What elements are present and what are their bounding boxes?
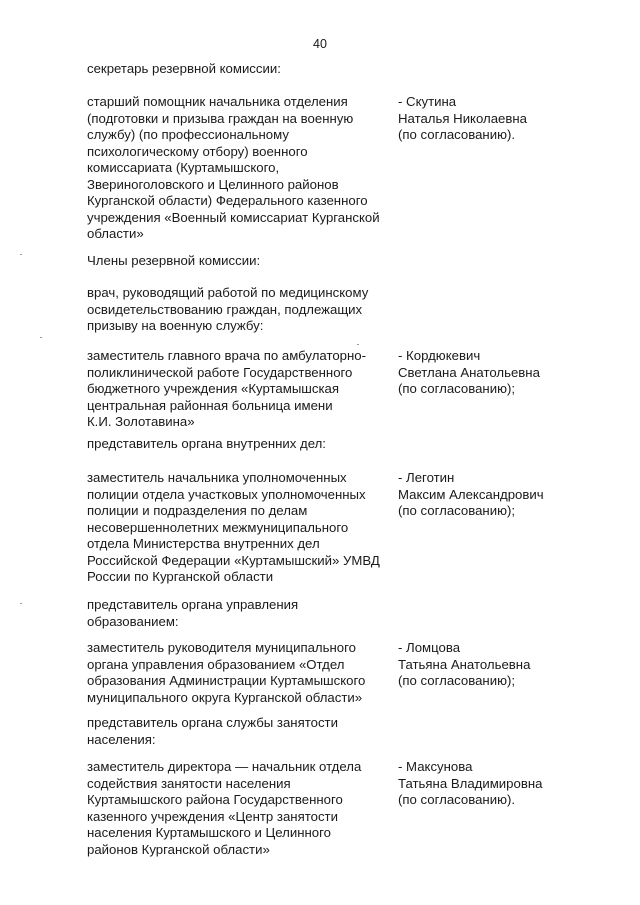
scan-speck [357,344,359,345]
deputy-chief-doctor-name: - Кордюкевич Светлана Анатольевна (по согласованию); [398,348,540,396]
scan-speck [40,337,42,338]
secretary-name: - Скутина Наталья Николаевна (по согласованию). [398,94,528,142]
secretary-heading: секретарь резервной комиссии: [87,61,281,76]
page-number: 40 [313,37,327,51]
secretary-position: старший помощник начальника отделения (подготовки и призыва граждан на военную службу) (по профессиональному психологическому отбору) военного комиссариата (Куртамышского, Звериноголовского и Целинного районов Курганской области) Федерального казенного учреждения «Военный комиссариат Курганской области» [87,94,380,241]
police-heading: представитель органа внутренних дел: [87,436,326,451]
members-heading: Члены резервной комиссии: [87,253,261,268]
employment-heading: представитель органа службы занятости населения: [87,715,338,747]
education-position: заместитель руководителя муниципального органа управления образованием «Отдел образования Администрации Куртамышского муниципального округа Курганской области» [87,640,366,705]
police-position: заместитель начальника уполномоченных полиции отдела участковых уполномоченных полиции и подразделения по делам несовершеннолетних межмуниципального отдела Министерства внутренних дел Российской Федерации «Куртамышский» УМВД России по Курганской области [87,470,380,584]
employment-name: - Максунова Татьяна Владимировна (по согласованию). [398,759,543,807]
deputy-chief-doctor-position: заместитель главного врача по амбулаторно- поликлинической работе Государственного бюджетного учреждения «Куртамышская центральная районная больница имени К.И. Золотавина» [87,348,367,429]
scan-speck [20,254,22,255]
doctor-heading: врач, руководящий работой по медицинскому освидетельствованию граждан, подлежащих призыву на военную службу: [87,285,369,333]
employment-position: заместитель директора — начальник отдела содействия занятости населения Куртамышского района Государственного казенного учреждения «Центр занятости населения Куртамышского и Целинного районов Курганской области» [87,759,362,857]
education-heading: представитель органа управления образованием: [87,597,299,629]
police-name: - Леготин Максим Александрович (по согласованию); [398,470,544,518]
education-name: - Ломцова Татьяна Анатольевна (по согласованию); [398,640,531,688]
scan-speck [20,603,22,604]
